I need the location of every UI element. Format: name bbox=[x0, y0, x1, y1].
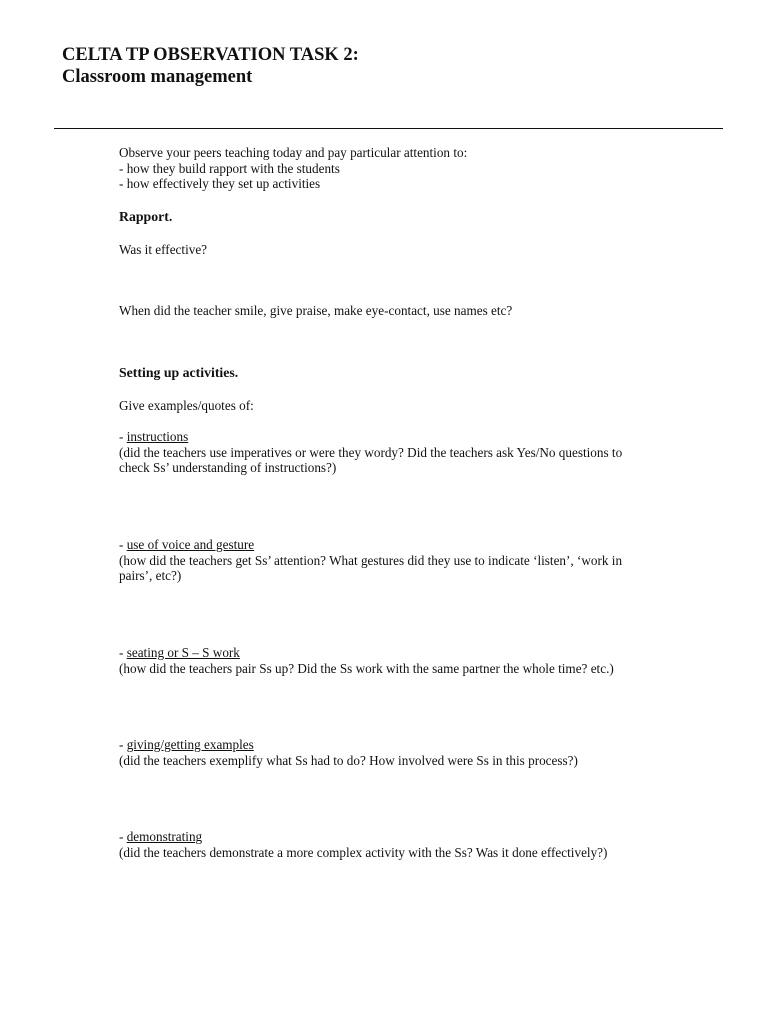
item-voice-gesture-desc-cont: pairs’, etc?) bbox=[119, 568, 182, 583]
item-voice-gesture-label: use of voice and gesture bbox=[126, 537, 255, 552]
item-dash: - bbox=[119, 537, 127, 552]
item-instructions-desc-cont: check Ss’ understanding of instructions?) bbox=[119, 460, 337, 475]
item-instructions-title bbox=[119, 429, 188, 445]
item-voice-gesture-title bbox=[119, 537, 254, 553]
item-voice-gesture-desc: (how did the teachers get Ss’ attention? What gestures did they use to indicate ‘listen’, ‘work in bbox=[119, 552, 623, 568]
intro-bullet-rapport: - how they build rapport with the students bbox=[119, 160, 340, 176]
item-seating-desc: (how did the teachers pair Ss up? Did the Ss work with the same partner the whole time? etc.) bbox=[119, 660, 614, 676]
item-seating-label: seating or S – S work bbox=[126, 645, 240, 660]
item-examples-label: giving/getting examples bbox=[126, 737, 254, 752]
item-dash: - bbox=[119, 429, 127, 444]
intro-line: Observe your peers teaching today and pay particular attention to: bbox=[119, 145, 468, 160]
item-demonstrating-label: demonstrating bbox=[126, 829, 203, 844]
item-seating-title bbox=[119, 645, 240, 661]
rapport-heading: Rapport. bbox=[119, 209, 173, 224]
item-demonstrating-desc: (did the teachers demonstrate a more complex activity with the Ss? Was it done effectively?) bbox=[119, 844, 608, 860]
title-line-2: Classroom management bbox=[62, 67, 253, 87]
item-dash: - bbox=[119, 737, 127, 752]
item-examples-desc: (did the teachers exemplify what Ss had to do? How involved were Ss in this process?) bbox=[119, 752, 578, 768]
intro-bullet-activities: - how effectively they set up activities bbox=[119, 176, 321, 191]
item-dash: - bbox=[119, 829, 127, 844]
rapport-question-when: When did the teacher smile, give praise, make eye-contact, use names etc? bbox=[119, 303, 513, 318]
item-instructions-desc: (did the teachers use imperatives or were they wordy? Did the teachers ask Yes/No questions to bbox=[119, 444, 623, 460]
item-examples-title bbox=[119, 737, 254, 753]
title-line-1: CELTA TP OBSERVATION TASK 2: bbox=[62, 45, 359, 65]
page-title bbox=[62, 44, 359, 88]
title-divider bbox=[54, 128, 723, 129]
setup-heading: Setting up activities. bbox=[119, 365, 239, 380]
item-instructions-label: instructions bbox=[126, 429, 189, 444]
rapport-question-effective: Was it effective? bbox=[119, 242, 208, 257]
item-demonstrating-title bbox=[119, 829, 202, 845]
item-dash: - bbox=[119, 645, 127, 660]
setup-prompt: Give examples/quotes of: bbox=[119, 398, 254, 413]
